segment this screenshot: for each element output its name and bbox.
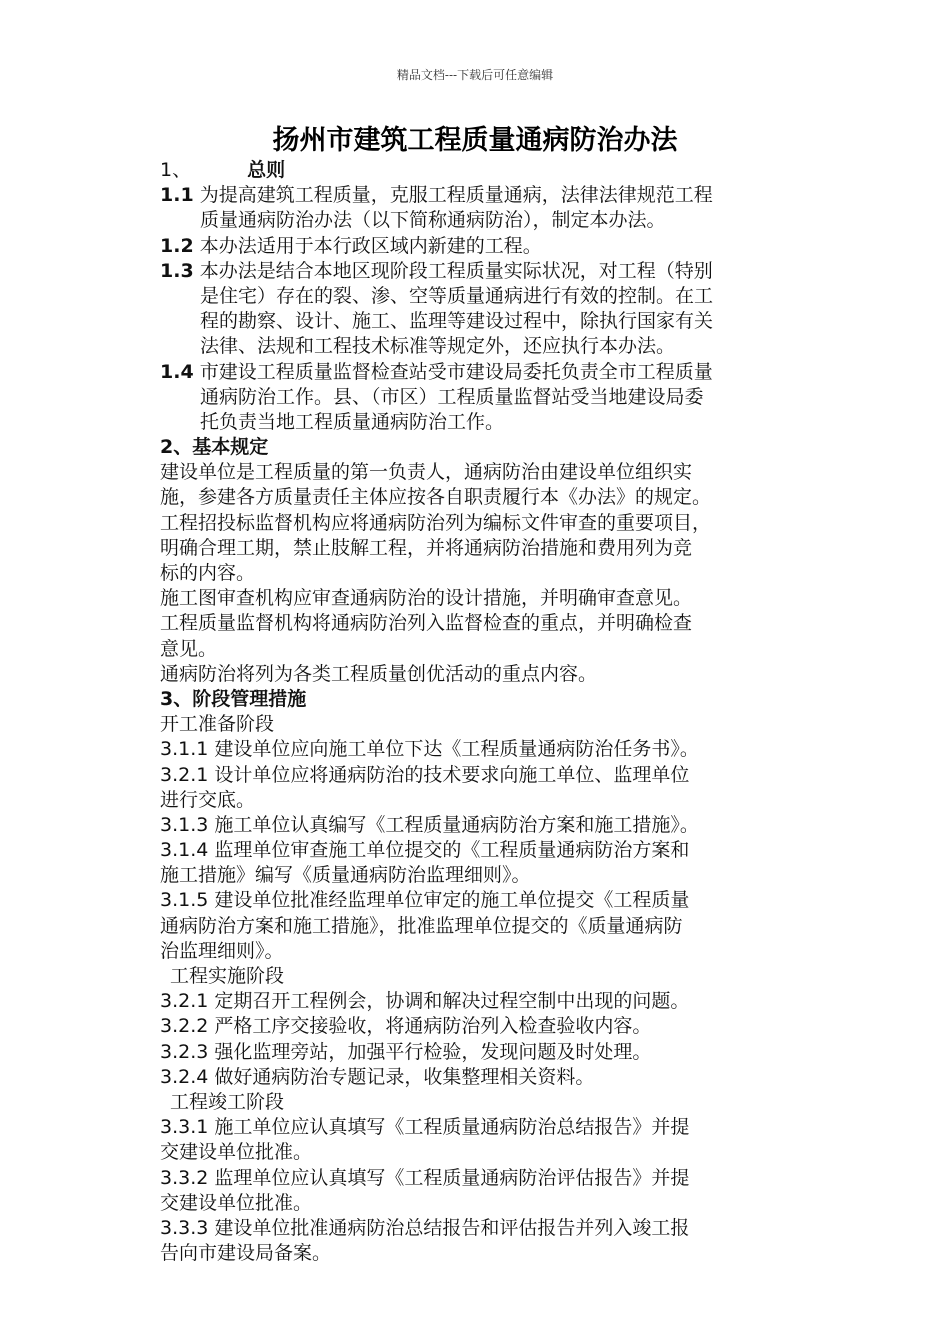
clause-1-1 bbox=[160, 183, 820, 208]
section-1-title: 总则 bbox=[247, 159, 286, 181]
clause-number: 1.2 bbox=[160, 234, 194, 257]
clause-1-4-cont: 托负责当地工程质量通病防治工作。 bbox=[200, 410, 505, 433]
document-title: 扬州市建筑工程质量通病防治办法 bbox=[272, 125, 678, 156]
stage-heading: 工程竣工阶段 bbox=[170, 1090, 285, 1113]
stage-heading: 开工准备阶段 bbox=[160, 713, 275, 736]
paragraph-line: 工程招投标监督机构应将通病防治列为编标文件审查的重要项目， bbox=[160, 511, 712, 534]
paragraph-line: 标的内容。 bbox=[160, 562, 256, 584]
stage-line: 治监理细则》。 bbox=[160, 939, 284, 962]
clause-number: 1.1 bbox=[160, 184, 194, 207]
stage-line: 3.1.1 建设单位应向施工单位下达《工程质量通病防治任务书》。 bbox=[160, 738, 699, 761]
stage-line: 施工措施》编写《质量通病防治监理细则》。 bbox=[160, 864, 531, 887]
stage-line: 3.2.1 设计单位应将通病防治的技术要求向施工单位、监理单位 bbox=[160, 763, 690, 786]
clause-text: 本办法适用于本行政区域内新建的工程。 bbox=[199, 234, 542, 257]
paragraph-line: 通病防治将列为各类工程质量创优活动的重点内容。 bbox=[160, 662, 598, 685]
clause-1-3-cont: 法律、法规和工程技术标准等规定外，还应执行本办法。 bbox=[200, 335, 676, 358]
stage-line: 3.2.1 定期召开工程例会，协调和解决过程空制中出现的问题。 bbox=[160, 990, 690, 1013]
stage-line: 3.3.2 监理单位应认真填写《工程质量通病防治评估报告》并提 bbox=[160, 1166, 690, 1189]
clause-text: 市建设工程质量监督检查站受市建设局委托负责全市工程质量 bbox=[199, 360, 713, 383]
clause-1-4-cont: 通病防治工作。县、（市区）工程质量监督站受当地建设局委 bbox=[200, 385, 704, 408]
section-2-heading: 2、基本规定 bbox=[160, 436, 269, 459]
section-1-heading bbox=[160, 158, 820, 183]
clause-number: 1.4 bbox=[160, 360, 194, 383]
stage-line: 3.3.1 施工单位应认真填写《工程质量通病防治总结报告》并提 bbox=[160, 1116, 690, 1139]
clause-text: 为提高建筑工程质量，克服工程质量通病，法律法律规范工程 bbox=[199, 184, 713, 207]
stage-line: 交建设单位批准。 bbox=[160, 1191, 313, 1214]
stage-line: 3.3.3 建设单位批准通病防治总结报告和评估报告并列入竣工报 bbox=[160, 1216, 690, 1239]
stage-line: 交建设单位批准。 bbox=[160, 1141, 313, 1164]
clause-1-1-cont: 质量通病防治办法（以下简称通病防治），制定本办法。 bbox=[200, 209, 666, 232]
stage-line: 3.2.2 严格工序交接验收，将通病防治列入检查验收内容。 bbox=[160, 1015, 652, 1038]
paragraph-line: 工程质量监督机构将通病防治列入监督检查的重点，并明确检查 bbox=[160, 612, 693, 635]
stage-line: 3.1.4 监理单位审查施工单位提交的《工程质量通病防治方案和 bbox=[160, 839, 690, 862]
stage-line: 3.1.5 建设单位批准经监理单位审定的施工单位提交《工程质量 bbox=[160, 889, 690, 912]
stage-line: 3.2.4 做好通病防治专题记录，收集整理相关资料。 bbox=[160, 1065, 595, 1088]
section-3-heading: 3、阶段管理措施 bbox=[160, 687, 307, 710]
stage-line: 通病防治方案和施工措施》，批准监理单位提交的《质量通病防 bbox=[160, 914, 683, 937]
clause-1-3 bbox=[160, 259, 820, 284]
clause-text: 本办法是结合本地区现阶段工程质量实际状况，对工程（特别 bbox=[199, 259, 713, 282]
page-header: 精品文档---下载后可任意编辑 bbox=[396, 68, 554, 82]
stage-line: 3.2.3 强化监理旁站，加强平行检验，发现问题及时处理。 bbox=[160, 1040, 652, 1063]
paragraph-line: 施，参建各方质量责任主体应按各自职责履行本《办法》的规定。 bbox=[160, 486, 712, 509]
paragraph-line: 意见。 bbox=[160, 637, 218, 660]
paragraph-line: 施工图审查机构应审查通病防治的设计措施，并明确审查意见。 bbox=[160, 587, 693, 610]
paragraph-line: 明确合理工期，禁止肢解工程，并将通病防治措施和费用列为竞 bbox=[160, 536, 693, 559]
clause-1-3-cont: 程的勘察、设计、施工、监理等建设过程中，除执行国家有关 bbox=[200, 310, 714, 333]
clause-1-3-cont: 是住宅）存在的裂、渗、空等质量通病进行有效的控制。在工 bbox=[200, 284, 714, 307]
document-body bbox=[160, 158, 820, 1266]
clause-number: 1.3 bbox=[160, 259, 194, 282]
stage-line: 3.1.3 施工单位认真编写《工程质量通病防治方案和施工措施》。 bbox=[160, 813, 699, 836]
paragraph-line: 建设单位是工程质量的第一负责人，通病防治由建设单位组织实 bbox=[160, 461, 693, 484]
clause-1-2 bbox=[160, 234, 820, 259]
stage-line: 进行交底。 bbox=[160, 788, 256, 811]
stage-line: 告向市建设局备案。 bbox=[160, 1242, 332, 1265]
section-1-number: 1、 bbox=[160, 159, 192, 181]
stage-heading: 工程实施阶段 bbox=[170, 965, 285, 987]
clause-1-4 bbox=[160, 360, 820, 385]
